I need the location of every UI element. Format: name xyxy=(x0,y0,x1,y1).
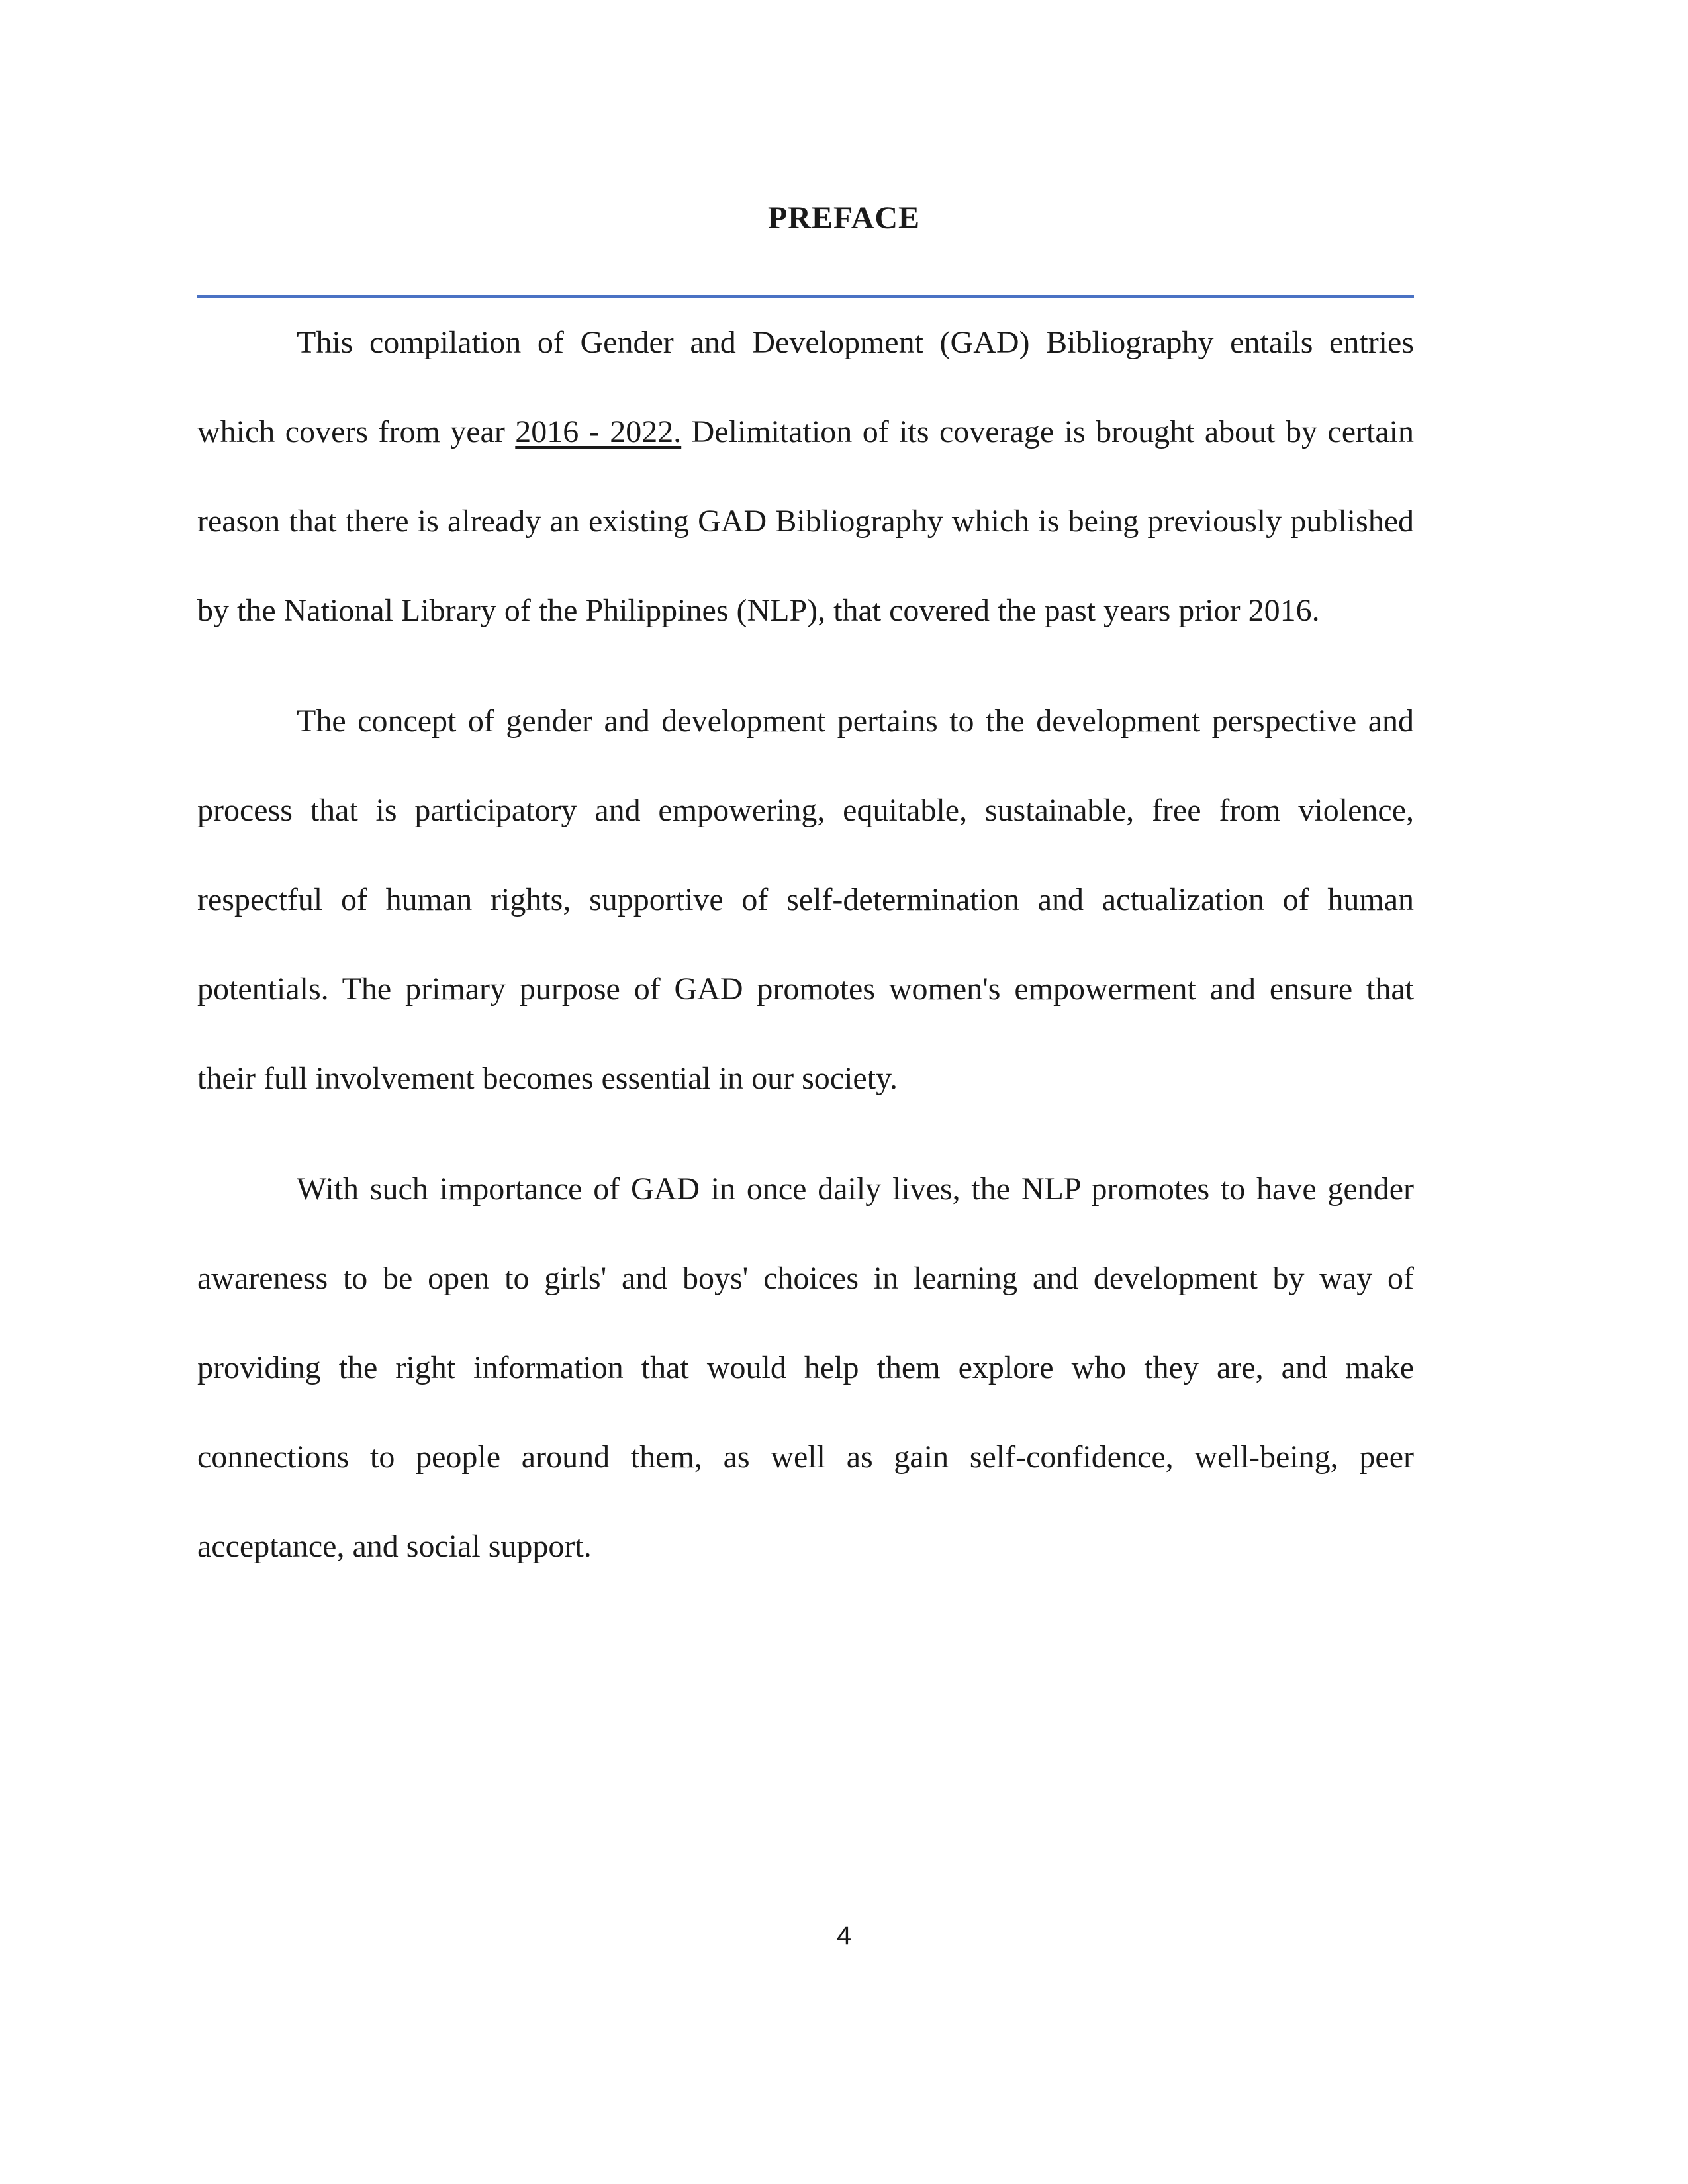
paragraph-concept: The concept of gender and development pertains to the development perspective and process that is participatory and empowering, equitable, sustainable, free from violence, respectful of human rights, supportive of self-determination and actualization of human potentials. The primary purpose of GAD promotes women's empowerment and ensure that their full involvement becomes essential in our society. xyxy=(197,704,1414,1096)
coverage-years: 2016 - 2022. xyxy=(515,414,682,449)
page-title: PREFACE xyxy=(767,201,921,236)
paragraph-coverage-rest: Delimitation of its coverage is brought about by certain reason that there is already an existing GAD Bibliography which is being previously published by the National Library of the Philippines (NLP), that covered the past years prior 2016. xyxy=(197,414,1415,628)
paragraph-coverage xyxy=(197,298,1414,655)
paragraph-importance: With such importance of GAD in once daily lives, the NLP promotes to have gender awareness to be open to girls' and boys' choices in learning and development by way of providing the right information that would help them explore who they are, and make connections to people around them, as well as gain self-confidence, well-being, peer acceptance, and social support. xyxy=(197,1171,1414,1564)
paragraph-coverage-intro: This compilation of Gender and Development (GAD) Bibliography entails entries which covers from year xyxy=(197,325,1414,449)
page-number: 4 xyxy=(836,1921,852,1950)
preface-body xyxy=(197,298,1414,1591)
